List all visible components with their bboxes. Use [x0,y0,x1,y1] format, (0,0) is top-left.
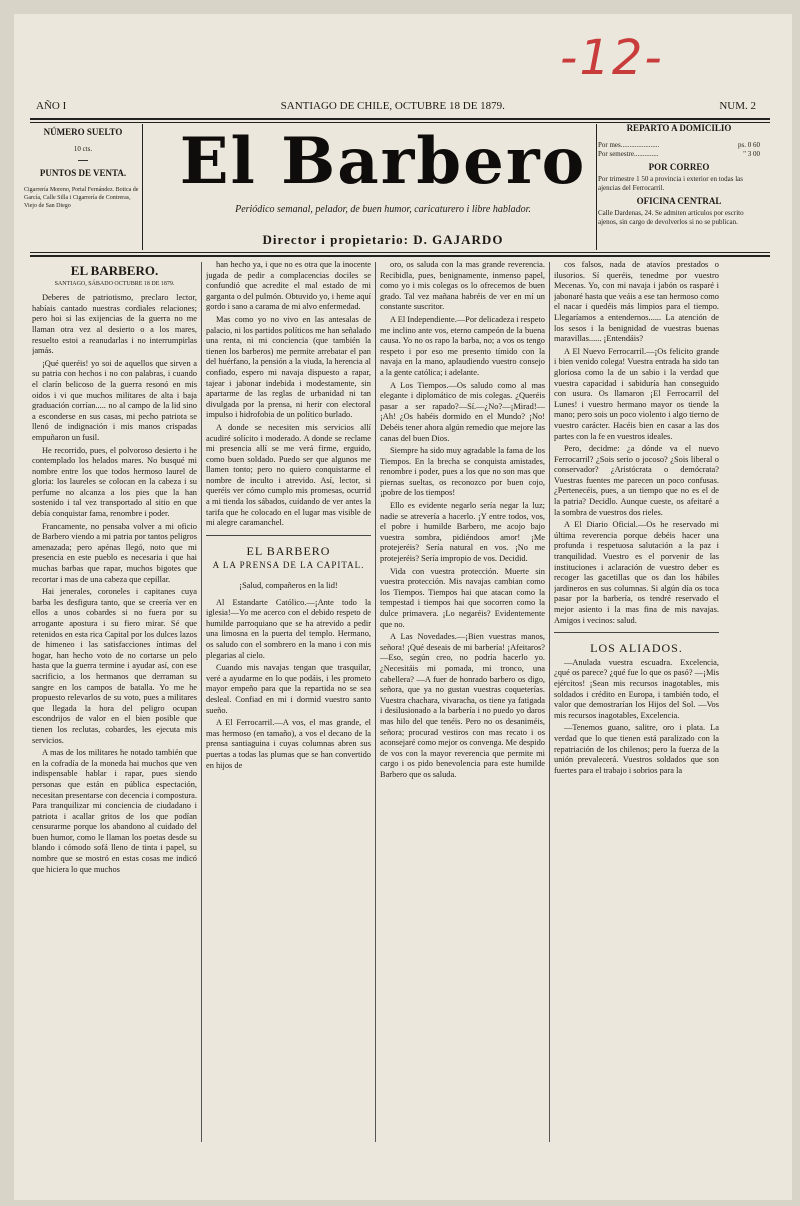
mast-right-divider [596,124,597,250]
single-issue-price: 10 cts. [73,145,93,153]
section-divider [554,632,719,633]
paragraph: Cuando mis navajas tengan que trasquilar, veré a ayudarme en lo que podáis, i les prometo mayor empeño para que la repartida no se sea desleal. Confiad en mi i dormid vuestro santo sueño. [206,663,371,715]
semester-price: " 3 00 [743,150,760,158]
masthead-bottom-rule-thick [30,255,770,257]
column-divider [375,262,376,1142]
column-4 [554,260,719,1140]
paragraph: Siempre ha sido muy agradable la fama de los Tiempos. En la brecha se conquista amistades, renombre i poder, pues a los que no son mas que piernas sueltas, os reconozco por buen cojo, ¡pobre de los tiempos! [380,446,545,498]
single-issue-label: NÚMERO SUELTO [43,127,123,137]
semester-row [598,150,760,159]
monthly-row [598,141,760,150]
paragraph: Al Estandarte Católico.—¡Ante todo la iglesia!—Yo me acerco con el debido respeto de humilde parroquiano que se ha atrevido a pedir una limosna en la puerta del templo. Hermano, os saludo con el sombrero en la mano i con mis plegarias al cielo. [206,597,371,660]
sale-points-label: PUNTOS DE VENTA. [39,168,127,178]
issue-number: NUM. 2 [719,100,756,112]
paragraph: A Los Tiempos.—Os saludo como al mas elegante i diplomático de mis colegas. ¿Queréis pasar a ser rapado?—Sí.—¿No?—¡Mirad!—¡Ah! ¿Os habéis dormido en el Mundo? ¡No! Debéis tener ahora algún remedio que mejore las canas del buen Dios. [380,380,545,443]
greeting: ¡Salud, compañeros en la lid! [239,581,338,591]
column-divider [549,262,550,1142]
paragraph: cos falsos, nada de atavíos prestados o ilusorios. Sí queréis, tenedme por vuestro Mecenas. Yo, con mi navaja i jabón os rasparé i jabonaré hasta que veáis a ese tan hermoso como el nacar i quedéis más limpios para el tiempo. Llegaríamos a entendernos...... La atención de los sesos i la benignidad de vuestras buenas maravillas...... ¡Entendáis? [554,260,719,344]
newspaper-title: El Barbero [179,124,587,199]
paragraph: A El Ferrocarril.—A vos, el mas grande, el mas hermoso (en tamaño), a vos el decano de la prensa santiaguina i cuyas columnas abren sus puertas a todas las plumas que se han convertido en hijos de [206,718,371,770]
paragraph: A mas de los militares he notado también que en la cofradía de la moneda hai muchos que ven indispensable hablar i rapar, pues siendo personas que están en pública espectación, necesitan presentarse con decencia i compostura. Para tranquilizar mi conciencia de ciudadano i patriota i acallar gritos de los que podían censurarme porque los abandono al cuidado del buen humor, como le llaman los poetas desde su blando i cómodo sofá lleno de tinta i papel, su nombre que se mostró en estas cosas me indicó que hiciera lo que muchos [32,748,197,874]
paragraph: ¡Qué queréis! yo soi de aquellos que sirven a su patria con hechos i no con palabras, i cuando el clarín belicoso de la guerra resonó en mis oidos i vi que muchos militares de alta i baja graduación corrían..... no al campo de la lid sino a esconderse en sus casas, mi pecho patriota se llenó de indignación i mis manos crispadas empuñaron un fusil. [32,358,197,442]
paragraph: —Tenemos guano, salitre, oro i plata. La verdad que lo que tienen está paralizado con la repatriación de los chilenos; pero la fuerza de la unión prevalecerá. Vuestros soldados que son fuertes para el trabajo i sobrios para la [554,723,719,775]
central-office-label: OFICINA CENTRAL [636,196,722,206]
month-price: ps. 0 60 [738,141,760,149]
section-title: LOS ALIADOS. [590,641,683,656]
paragraph: A El Nuevo Ferrocarril.—¡Os felicito grande i bien venido colega! Vuestra entrada ha sido tan gloriosa como la de un sabio i la verdad que vuestra capacidad i sabiduría han conseguido con usura. Os llamaron ¡El Ferrocarril del Lunes! i vuestro hermano mayor os tiende la mano; pero sois un poco violento i algo tierno de vuestro carácter. Hacéis bien en casar a las dos partes con la fe en vuestros ideales. [554,346,719,441]
paragraph: —Anulada vuestra escuadra. Excelencia, ¿qué os parece? ¿qué fue lo que os pasó? —¡Mis ejércitos! ¡Sean mis recursos inagotables, mis soldados i crédito en Europa, i también todo, el valor que demostrarían los Hijos del Sol. —Vos mis recursos inagotables, Excelencia. [554,657,719,720]
section-subtitle: A LA PRENSA DE LA CAPITAL. [212,560,365,571]
paragraph: A Las Novedades.—¡Bien vuestras manos, señora! ¡Qué deseais de mi barbería! ¡Afeitaros?—Eso, según creo, no podría hacerlo yo. ¿Necesitáis mi pomada, mi tronco, una cabellera? —A fuer de honrado barbero os digo, señora, que ya no gustan vuestras coqueterías. Vuestra chachara, vivaracha, os tiene ya fatigada i desilusionado a la barbería i no puedo yo daros mas hilo del que tenéis. Pero no os desaniméis, señora; procurad vestiros con mas recato i os aconsejaré como mejor os convenga. Me despido de vos con la mayor reverencia que permite mi cargo i os pido benevolencia para este humilde Barbero que os saluda. [380,632,545,779]
mast-left-divider [142,124,143,250]
semester-label: Por semestre.............. [598,150,659,158]
masthead-right-box [598,124,760,249]
top-rule [30,118,770,120]
column-1-heading: EL BARBERO. [70,263,159,278]
mail-terms: Por trimestre 1 50 a provincia i exterior en todas las ajencias del Ferrocarril. [598,175,744,192]
by-mail-label: POR CORREO [648,162,710,172]
column-2 [206,260,371,1140]
paragraph: He recorrido, pues, el polvoroso desierto i he contemplado los helados mares. No busqué mi nombre entre los que todos hermoso laurel de gloria: los laureles se colocan en la cabeza i su perfume no alcanza a los pies que la han sostenido i tal vez transportado al sitio en que debía conquistar fama, renombre i poder. [32,445,197,519]
paragraph: Pero, decidme: ¿a dónde va el nuevo Ferrocarril? ¿Sois serio o jocoso? ¿Sois liberal o conservador? ¿Aristócrata o demócrata? Vuestras fuentes me parecen un poco confusas. ¿Pertenecéis, pues, a un tiempo que no es el de la patria? Decidlo. Aunque cueste, os afeitaré a la sombra de vuestros dos rieles. [554,444,719,517]
section-title: EL BARBERO [246,543,331,558]
director-line: Director i propietario: D. GAJARDO [262,232,504,247]
paragraph: A donde se necesiten mis servicios allí acudiré solícito i moderado. A donde se reclame mi presencia allí se me verá firme, erguido, como buen soldado. Puedo ser que algunos me llamen tonto; pero no quiero conquistarme el nombre de inculto i atrevido. Así, lector, si queréis ver cómo cumplo mis promesas, ocurrid a mi tienda los sábados, cuidando de ver antes la tarifa que he colocado en el lugar mas visible de mi alegre caramanchel. [206,422,371,528]
section-divider [206,535,371,536]
newspaper-subtitle: Periódico semanal, pelador, de buen humor, caricaturero i libre hablador. [235,204,531,215]
home-delivery-label: REPARTO A DOMICILIO [626,123,732,133]
paragraph: Deberes de patriotismo, preclaro lector, habíais cantado nuestras cordiales relaciones; pero hoi si las exijencias de la guerra no me llaman otra vez al desierto o a los mares, resuelto estoi a reanudarlas i no interrumpirlas jamás. [32,293,197,356]
column-3 [380,260,545,1140]
handwritten-page-number: -12- [560,30,664,86]
paragraph: Ello es evidente negarlo sería negar la luz; nadie se atrevería a hacerlo. ¡Y entre todos, vos, el pobre i humilde Barbero, me acojo bajo vuestra sombra, pidiéndoos amor! ¡Me protejeréis? Sería natural en vos. ¡No me protejeréis? Sería impropio de vos. Decidid. [380,501,545,564]
dateline [36,100,756,112]
paragraph: A El Diario Oficial.—Os he reservado mi última reverencia porque debéis hacer una profunda i respetuosa salutación a la paz i tranquilidad. Vuestro es el porvenir de las instituciones i aclaración de vuestro deber es recoger las gacetillas que os dan los hábiles jardineros en sus columnas. Si algún día os toca pasar por la barbería, os tendré reservado el mejor asiento i la mas fina de mis navajas. Amigos i vecinos: salud. [554,520,719,625]
column-1-dateline: SANTIAGO, SÁBADO OCTUBRE 18 DE 1879. [54,280,175,287]
office-details: Calle Dardenas, 24. Se admiten artículos por escrito ajenos, sin cargo de devolverlos si no se publican. [598,209,744,226]
paragraph: Mas como yo no vivo en las antesalas de palacio, ni los partidos políticos me han señalado una renta, ni mi conciencia (que también la tienen los barberos) me permite arrebatar el pan del huérfano, la pensión a la viuda, la herencia al confiado, espero mi navaja dispuesto a rapar, tajear i jabonar indebida i modestamente, sin apartarme de las reglas de urbanidad ni tan divulgada por la prensa, ni herir con electoral impulso i hidrofobia de un político burlado. [206,314,371,420]
column-divider [201,262,202,1142]
column-1 [32,260,197,1140]
paragraph: Francamente, no pensaba volver a mi oficio de Barbero viendo a mi patria por tantos peligros amenazada; pero apénas llegó, noto que mi presencia en este pueblo es necesaria i que hai muchas barbas que rapar, muchos bigotes que recortar i mas de una cabeza que cepillar. [32,521,197,584]
paragraph: Vida con vuestra protección. Muerte sin vuestra protección. Mis navajas cambian como los Tiempos. Tiempos hai que atacan como la tempestad i tiempos hai que socorren como la dulce primavera. ¡Lo negaréis? Evidentemente que no. [380,566,545,629]
sale-points-list: Cigarrería Moreno, Portal Fernández. Botica de García, Calle Silla i Cigarrería de Contreras, Viejo de San Diego [24,187,139,209]
date-label: SANTIAGO DE CHILE, OCTUBRE 18 DE 1879. [280,100,505,112]
month-label: Por mes...................... [598,141,660,149]
masthead-bottom-rule [30,252,770,253]
paragraph: oro, os saluda con la mas grande reverencia. Recibidla, pues, benignamente, inmenso papel, como yo i mis colegas os lo ofrecemos de buen grado. Tal vez mañana habréis de ver en mí un constante suscritor. [380,260,545,312]
paragraph: A El Independiente.—Por delicadeza i respeto me inclino ante vos, eterno campeón de la buena causa. Yo no os rapo la barba, no; a vos os tengo respeto i por eso me presento tímido con la navaja en la mano, aplaudiendo vuestro consejo a la gente católica; i adelante. [380,314,545,377]
year-label: AÑO I [36,100,67,112]
masthead-left-box [24,124,142,249]
paragraph: han hecho ya, i que no es otra que la inocente jugada de pedir a complacencias dociles se confundió que acredite el mal estado de mi garganta o del pulmón. Obtuvido yo, i heme aquí gordo i sano a carama de mi alvo enfermedad. [206,260,371,312]
paragraph: Hai jenerales, coroneles i capitanes cuya barba les desfigura tanto, que se creería ver en ellos a unos cobardes si no fuera por su arrogante apostura i su fiero mirar. Sé que retenidos en esta rica Capital por los dulces lazos de himeneo i las satisfacciones íntimas del hogar, han hecho voto de no cortarse un pelo hasta que la guerra termine i ayudar así, con ese sacrificio, a los hermanos que derraman su sangre en los campos de batalla. Yo me he propuesto relevarlos de su voto, pues a militares que llegada la hora del peligro ocupan escondrijos de valor en el bien posible que tienen los reclutas, cobardes, les ejecuta mis servicios. [32,587,197,745]
